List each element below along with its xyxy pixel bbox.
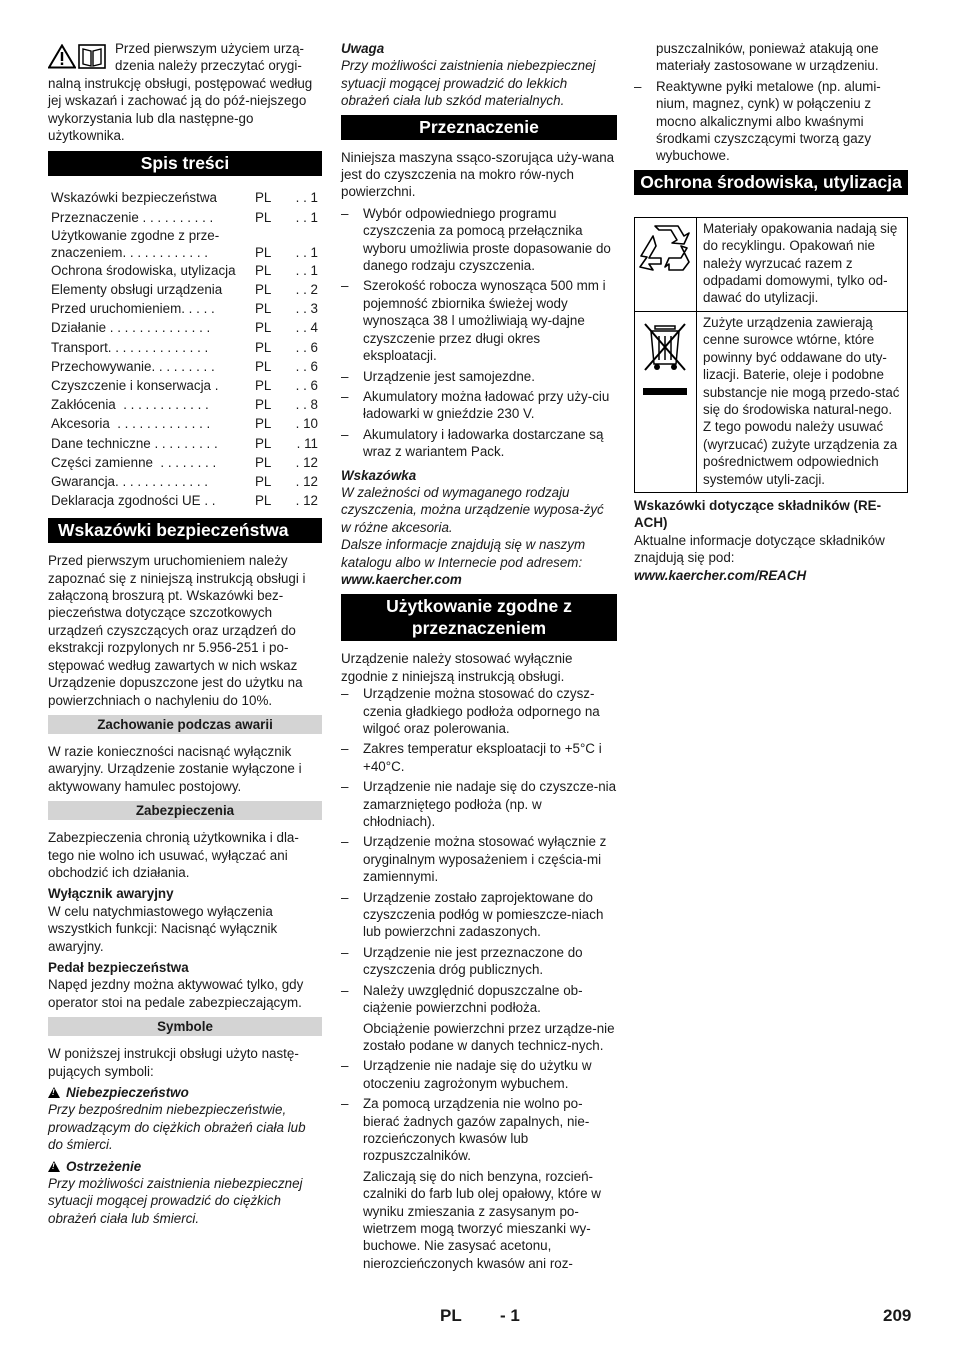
toc-row[interactable]: Przechowywanie. . . . . . . . . PL . . 6 — [51, 358, 318, 374]
list-item: – Za pomocą urządzenia nie wolno po-bierać żadnych gazów zapalnych, nie-rozcieńczonych kwasów lub rozpuszczalników. — [341, 1095, 617, 1165]
toc-row[interactable]: Przeznaczenie . . . . . . . . . . PL . . 1 — [51, 209, 318, 225]
intro-icons — [48, 40, 115, 75]
estop-text: W celu natychmiastowego wyłączenia wszystkich funkcji: Nacisnąć wyłącznik awaryjny. — [48, 903, 278, 954]
warning-label-row — [48, 1158, 322, 1175]
intro-line: nalną instrukcję obsługi, postępować według jej wskazań i zachować ją do póź-niejszego wykorzystania lub dla następne-go użytkownika. — [48, 75, 313, 144]
emergency-text: W razie konieczności nacisnąć wyłącznik awaryjny. Urządzenie zostanie wyłączone i aktywowany hamulec postojowy. — [48, 743, 302, 794]
footer-lang: PL — [440, 1306, 462, 1325]
reach-url-link[interactable]: www.kaercher.com/REACH — [634, 567, 807, 583]
continued-text: puszczalników, ponieważ atakują one materiały zastosowane w urządzeniu. — [656, 41, 879, 74]
toc-row[interactable]: Ochrona środowiska, utylizacja PL . . 1 — [51, 262, 318, 278]
purpose-intro: Niniejsza maszyna ssąco-szorująca uży-wana jest do czyszczenia na mokro rów-nych powierzchni. — [341, 149, 615, 200]
list-item: – Wybór odpowiedniego programu czyszczenia za pomocą przełącznika wyboru umożliwia proste dopasowanie do danego rodzaju czyszczenia. — [341, 205, 617, 275]
flammables-text: Zaliczają się do nich benzyna, rozcień-czalniki do farb lub olej opałowy, które w wyniku zmieszania z zasysanym po-wietrzem mogą tworzyć mieszanki wy-buchowe. Nie zasysać acetonu, nierozcieńczonych kwasów ani roz- — [363, 1168, 601, 1271]
caution-text: Przy możliwości zaistnienia niebezpiecznej sytuacji mogącej prowadzić do lekkich obrażeń ciała lub szkód materialnych. — [341, 58, 596, 109]
pedal-heading: Pedał bezpieczeństwa — [48, 959, 189, 975]
warning-triangle-icon — [48, 44, 76, 69]
toc-heading: Spis treści — [48, 151, 322, 176]
toc-row[interactable]: Wskazówki bezpieczeństwa PL . . 1 — [51, 190, 318, 206]
crossed-bin-icon — [639, 318, 691, 400]
warning-text: Przy możliwości zaistnienia niebezpiecznej sytuacji mogącej prowadzić do ciężkich obrażeń ciała lub śmierci. — [48, 1176, 303, 1226]
symbols-intro: W poniższej instrukcji obsługi użyto nastę-pujących symboli: — [48, 1046, 299, 1079]
warning-triangle-icon — [48, 1087, 60, 1098]
toc-row[interactable]: Akcesoria . . . . . . . . . . . . . PL . 10 — [51, 416, 318, 432]
estop-heading: Wyłącznik awaryjny — [48, 886, 174, 902]
list-item: – Należy uwzględnić dopuszczalne ob-ciążenie powierzchni podłoża. — [341, 982, 617, 1017]
warning-label: Ostrzeżenie — [66, 1158, 142, 1174]
env-heading: Ochrona środowiska, utylizacja — [634, 170, 908, 195]
note-text: W zależności od wymaganego rodzaju czyszczenia, można urządzenie wyposa-żyć w różne akcesoria. — [341, 484, 604, 535]
table-of-contents — [48, 188, 322, 510]
danger-label-row — [48, 1084, 322, 1101]
crossed-bin-icon-cell — [635, 311, 697, 492]
symbols-heading: Symbole — [48, 1017, 322, 1036]
note-text-2: Dalsze informacje znajdują się w naszym katalogu albo w Internecie pod adresem: — [341, 537, 586, 570]
list-item: – Urządzenie nie jest przeznaczone do czyszczenia dróg publicznych. — [341, 944, 617, 979]
danger-label: Niebezpieczeństwo — [66, 1085, 189, 1100]
emergency-heading: Zachowanie podczas awarii — [48, 715, 322, 734]
list-item: – Urządzenie zostało zaprojektowane do czyszczenia podłóg w pomieszcze-niach lub powierzchni zadaszonych. — [341, 889, 617, 941]
list-item: – Urządzenie jest samojezdne. — [341, 368, 617, 385]
use-intro: Urządzenie należy stosować wyłącznie zgodnie z niniejszą instrukcją obsługi. — [341, 651, 573, 684]
intro-block — [48, 40, 322, 144]
caution-label: Uwaga — [341, 41, 385, 56]
toc-row[interactable]: Transport. . . . . . . . . . . . . . PL . . 6 — [51, 339, 318, 355]
list-item: – Urządzenie można stosować do czysz-czenia gładkiego podłoża odpornego na wilgoć oraz polerowania. — [341, 685, 617, 737]
page-number: 209 — [883, 1306, 912, 1325]
table-row — [635, 217, 908, 311]
list-item: – Szerokość robocza wynosząca 500 mm i pojemność zbiornika świeżej wody wynosząca 38 l umożliwiają wy-dajne czyszczenie przez długi okres eksploatacji. — [341, 277, 617, 364]
note-label: Wskazówka — [341, 467, 417, 483]
intro-line: dzenia należy przeczytać orygi- — [115, 58, 302, 74]
recycle-icon-cell — [635, 217, 697, 311]
recycle-icon — [639, 224, 691, 274]
list-item: – Urządzenie nie nadaje się do czyszcze-nia zamarzniętego podłoża (np. w chłodniach). — [341, 778, 617, 830]
toc-row[interactable]: Zakłócenia . . . . . . . . . . . . PL . . 8 — [51, 397, 318, 413]
manual-book-icon — [78, 44, 106, 69]
toc-row[interactable]: Czyszczenie i konserwacja . PL . . 6 — [51, 377, 318, 393]
intro-line: Przed pierwszym użyciem urzą- — [115, 41, 304, 56]
load-text: Obciążenie powierzchni przez urządze-nie zostało podane w danych technicz-nych. — [363, 1020, 615, 1053]
list-item: – Akumulatory i ładowarka dostarczane są wraz z wariantem Pack. — [341, 426, 617, 461]
toc-row[interactable]: Gwarancja. . . . . . . . . . . . . PL . 12 — [51, 473, 318, 489]
purpose-heading: Przeznaczenie — [341, 115, 617, 140]
toc-row[interactable]: Elementy obsługi urządzenia PL . . 2 — [51, 282, 318, 297]
list-item: – Urządzenie nie nadaje się do użytku w otoczeniu zagrożonym wybuchem. — [341, 1057, 617, 1092]
table-row — [635, 311, 908, 492]
toc-row[interactable]: Części zamienne . . . . . . . . PL . 12 — [51, 454, 318, 470]
column-right — [634, 40, 908, 584]
protections-heading: Zabezpieczenia — [48, 801, 322, 820]
toc-row[interactable]: Działanie . . . . . . . . . . . . . . PL . . 4 — [51, 320, 318, 336]
reach-text: Aktualne informacje dotyczące składników znajdują się pod: — [634, 532, 885, 566]
protections-text: Zabezpieczenia chronią użytkownika i dla-tego nie wolno ich usuwać, wyłączać ani obchodzić ich działania. — [48, 830, 299, 880]
note-url-link[interactable]: www.kaercher.com — [341, 571, 462, 587]
column-left — [48, 40, 322, 1231]
list-item: – Akumulatory można ładować przy uży-ciu ładowarki w gnieździe 230 V. — [341, 388, 617, 423]
warning-triangle-icon — [48, 1161, 60, 1172]
safety-heading: Wskazówki bezpieczeństwa — [48, 518, 322, 543]
toc-row[interactable]: Użytkowanie zgodne z prze- znaczeniem. . . . . . . . . . . . PL . . 1 — [51, 227, 318, 260]
toc-row[interactable]: Przed uruchomieniem. . . . . PL . . 3 — [51, 301, 318, 317]
list-item: – Urządzenie można stosować wyłącznie z oryginalnym wyposażeniem i częścia-mi zamiennymi. — [341, 833, 617, 885]
safety-intro: Przed pierwszym uruchomieniem należy zapoznać się z niniejszą instrukcją obsługi i załączoną broszurą pt. Wskazówki bez-pieczeństwa dotyczące szczotkowych urządzeń czyszczących oraz urządzeń do ekstrakcji rozpylonych nr 5.956-251 i po-stępować według zawartych w nich wskaz Urządzenie dopuszczone jest do użytku na powierzchniach o nachyleniu do 10%. — [48, 553, 306, 708]
environment-table — [634, 217, 908, 493]
footer-section: - 1 — [500, 1306, 520, 1325]
danger-text: Przy bezpośrednim niebezpieczeństwie, prowadzącym do ciężkich obrażeń ciała lub do śmierci. — [48, 1102, 306, 1153]
toc-row[interactable]: Deklaracja zgodności UE . . PL . 12 — [51, 493, 318, 509]
list-item: – Reaktywne pyłki metalowe (np. alumi-nium, magnez, cynk) w połączeniu z mocno alkalicznymi albo kwaśnymi środkami czyszczącymi tworzą gazy wybuchowe. — [634, 78, 908, 165]
use-heading: Użytkowanie zgodne z przeznaczeniem — [341, 594, 617, 641]
pedal-text: Napęd jezdny można aktywować tylko, gdy operator stoi na pedale zabezpieczającym. — [48, 977, 304, 1010]
toc-row[interactable]: Dane techniczne . . . . . . . . . PL . 11 — [51, 435, 318, 451]
column-middle — [341, 40, 617, 1275]
packaging-text: Materiały opakowania nadają się do recyklingu. Opakowań nie należy wyrzucać razem z odpadami domowymi, tylko od-dawać do utylizacji. — [697, 217, 908, 311]
devices-text: Zużyte urządzenia zawierają cenne surowce wtórne, które powinny być oddawane do uty-lizacji. Baterie, oleje i podobne substancje nie mogą przedo-stać się do środowiska natural-nego. Z tego powodu należy usuwać (wyrzucać) zużyte urządzenia za pośrednictwem odpowiednich systemów utyli-zacji. — [697, 311, 908, 492]
reach-heading: Wskazówki dotyczące składników (RE-ACH) — [634, 497, 882, 531]
list-item: – Zakres temperatur eksploatacji to +5°C i +40°C. — [341, 740, 617, 775]
